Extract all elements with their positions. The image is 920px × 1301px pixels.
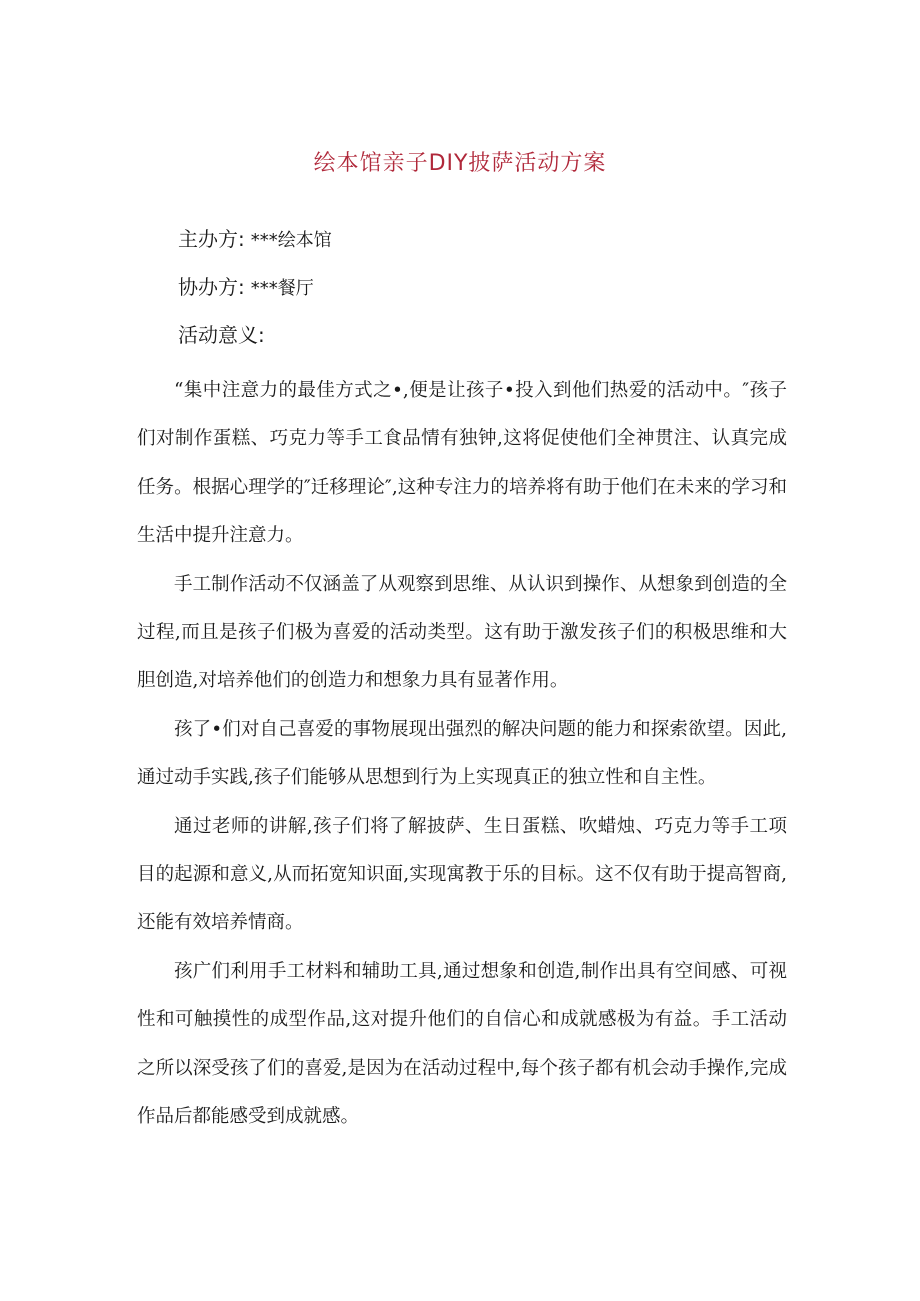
document-body	[137, 367, 787, 1142]
paragraph-2: 手工制作活动不仅涵盖了从观察到思维、从认识到操作、从想象到创造的全过程,而且是孩子们极为喜爱的活动类型。这有助于激发孩子们的积极思维和大胆创造,对培养他们的创造力和想象力具有显著作用。	[137, 573, 787, 692]
co-organizer-value: ***餐厅	[250, 278, 314, 299]
significance-label: 活动意义:	[178, 323, 265, 347]
organizer-line	[178, 226, 332, 254]
document-title: 绘本馆亲子DIY披萨活动方案	[313, 151, 607, 176]
organizer-value: ***绘本馆	[250, 230, 332, 251]
co-organizer-label: 协办方:	[178, 275, 245, 299]
paragraph-4: 通过老师的讲解,孩子们将了解披萨、生日蛋糕、吹蜡烛、巧克力等手工项目的起源和意义,从而拓宽知识面,实现寓教于乐的目标。这不仅有助于提高智商,还能有效培养情商。	[137, 815, 787, 934]
paragraph-1: “集中注意力的最佳方式之•,便是让孩子•投入到他们热爱的活动中。″孩子们对制作蛋糕、巧克力等手工食品情有独钟,这将促使他们全神贯注、认真完成任务。根据心理学的″迁移理论″,这种专注力的培养将有助于他们在未来的学习和生活中提升注意力。	[137, 380, 787, 547]
co-organizer-line	[178, 274, 314, 302]
paragraph-5: 孩广们利用手工材料和辅助工具,通过想象和创造,制作出具有空间感、可视性和可触摸性的成型作品,这对提升他们的自信心和成就感极为有益。手工活动之所以深受孩了们的喜爱,是因为在活动过程中,每个孩子都有机会动手操作,完成作品后都能感受到成就感。	[137, 960, 787, 1128]
significance-heading	[178, 322, 265, 349]
paragraph-3: 孩了•们对自己喜爱的事物展现出强烈的解决问题的能力和探索欲望。因此,通过动手实践,孩子们能够从思想到行为上实现真正的独立性和自主性。	[137, 718, 787, 789]
organizer-label: 主办方:	[178, 227, 245, 251]
